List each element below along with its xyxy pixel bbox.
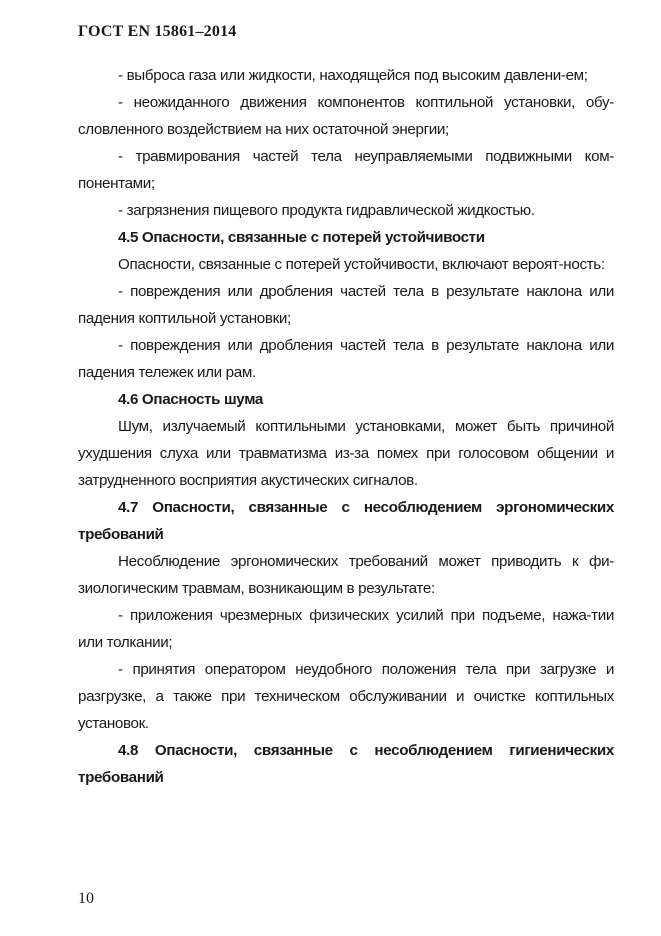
list-item: - принятия оператором неудобного положения тела при загрузке и разгрузке, а также при техническом обслуживании и очистке коптильных установок.: [78, 661, 614, 732]
list-item: - загрязнения пищевого продукта гидравлической жидкостью.: [118, 202, 535, 219]
paragraph: Несоблюдение эргономических требований может приводить к фи-зиологическим травмам, возникающим в результате:: [78, 553, 614, 597]
list-item: - повреждения или дробления частей тела в результате наклона или падения тележек или рам.: [78, 337, 614, 381]
standard-designation: ГОСТ EN 15861–2014: [78, 23, 237, 40]
paragraph: Шум, излучаемый коптильными установками, может быть причиной ухудшения слуха или травматизма из-за помех при голосовом общении и затрудненного восприятия акустических сигналов.: [78, 418, 614, 489]
list-item: - выброса газа или жидкости, находящейся под высоким давлени-ем;: [118, 67, 588, 84]
section-heading-4-7: 4.7 Опасности, связанные с несоблюдением эргономических требований: [78, 499, 614, 543]
paragraph: Опасности, связанные с потерей устойчивости, включают вероят-ность:: [118, 256, 605, 273]
list-item: - приложения чрезмерных физических усилий при подъеме, нажа-тии или толкании;: [78, 607, 614, 651]
section-heading-4-5: 4.5 Опасности, связанные с потерей устойчивости: [118, 229, 485, 246]
list-item: - неожиданного движения компонентов коптильной установки, обу-словленного воздействием на них остаточной энергии;: [78, 94, 614, 138]
section-heading-4-6: 4.6 Опасность шума: [118, 391, 263, 408]
list-item: - повреждения или дробления частей тела в результате наклона или падения коптильной установки;: [78, 283, 614, 327]
document-body: [78, 62, 614, 791]
list-item: - травмирования частей тела неуправляемыми подвижными ком-понентами;: [78, 148, 614, 192]
section-heading-4-8: 4.8 Опасности, связанные с несоблюдением гигиенических требований: [78, 742, 614, 786]
page-number: 10: [78, 890, 94, 907]
